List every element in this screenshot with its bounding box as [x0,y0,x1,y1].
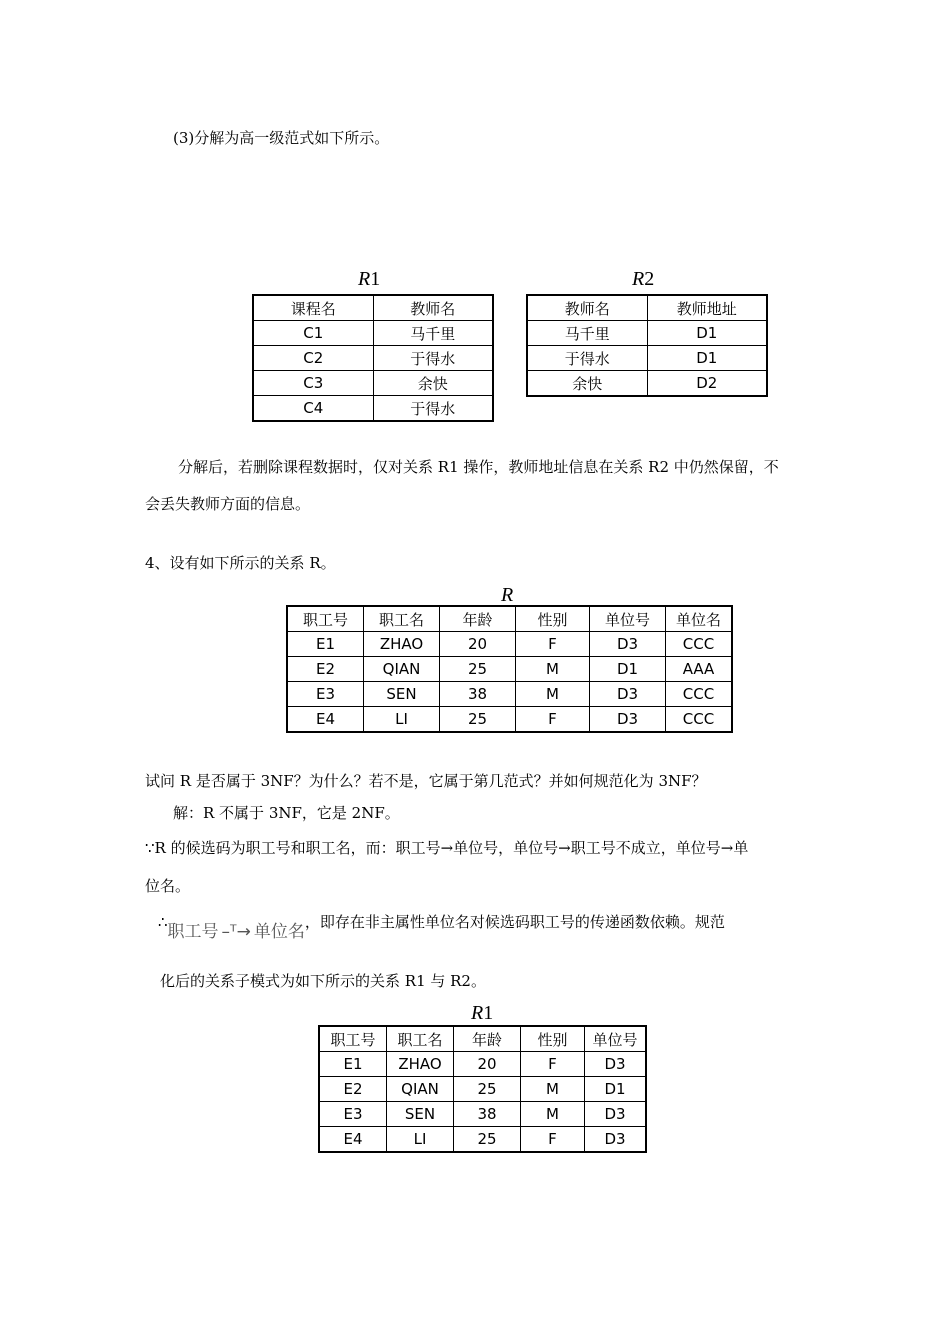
relation-r1-normalized-table [318,1025,647,1153]
table-cell: 25 [440,657,516,682]
column-header: 性别 [516,606,590,632]
table-row [253,346,493,371]
column-header: 教师名 [373,295,493,321]
table-cell: AAA [666,657,733,682]
table-cell: QIAN [387,1077,454,1102]
table-cell: E3 [287,682,364,707]
table-row [287,682,732,707]
table-row [527,321,767,346]
table-cell: D3 [585,1127,647,1153]
table-row [527,346,767,371]
column-header: 年龄 [454,1026,521,1052]
table-cell: D3 [585,1052,647,1077]
column-header: 职工号 [319,1026,387,1052]
table-cell: M [516,657,590,682]
table-cell: E4 [319,1127,387,1153]
table-cell: QIAN [364,657,440,682]
table-r1-caption: R1 [358,268,381,290]
table-cell: C3 [253,371,373,396]
therefore-line [158,910,725,942]
relation-r-table [286,605,733,733]
table-cell: F [521,1052,585,1077]
table-cell: D1 [590,657,666,682]
table-cell: M [521,1077,585,1102]
table-row [253,371,493,396]
table-row [253,396,493,422]
table-row [287,632,732,657]
table-cell: F [521,1127,585,1153]
table-row [319,1102,646,1127]
table-row [319,1127,646,1153]
table-cell: D1 [647,346,767,371]
table-cell: D1 [585,1077,647,1102]
table-cell: E4 [287,707,364,733]
table-cell: 于得水 [527,346,647,371]
paragraph: 会丢失教师方面的信息。 [145,495,311,513]
table-cell: E2 [319,1077,387,1102]
table-cell: M [521,1102,585,1127]
table-cell: E2 [287,657,364,682]
table-row [319,1052,646,1077]
formula-right: 单位名 [253,922,305,942]
table-cell: LI [387,1127,454,1153]
relation-r1-table [252,294,494,422]
paragraph: 分解后，若删除课程数据时，仅对关系 R1 操作，教师地址信息在关系 R2 中仍然保留，不 [178,458,779,476]
table-header-row [319,1026,646,1052]
therefore-text: ，即存在非主属性单位名对候选码职工号的传递函数依赖。规范 [304,913,725,931]
table-cell: D3 [585,1102,647,1127]
column-header: 单位名 [666,606,733,632]
column-header: 单位号 [590,606,666,632]
column-header: 教师地址 [647,295,767,321]
table-header-row [287,606,732,632]
table-cell: M [516,682,590,707]
column-header: 职工号 [287,606,364,632]
answer-text: 解：R 不属于 3NF，它是 2NF。 [173,804,400,822]
table-row [319,1077,646,1102]
table-row [527,371,767,397]
table-cell: 马千里 [527,321,647,346]
table-cell: 20 [454,1052,521,1077]
column-header: 职工名 [387,1026,454,1052]
table-cell: 马千里 [373,321,493,346]
table-cell: D3 [590,682,666,707]
table-cell: E1 [319,1052,387,1077]
table-cell: E3 [319,1102,387,1127]
formula-arrow: –ᵀ→ [221,922,251,942]
table-header-row [253,295,493,321]
paragraph: 位名。 [145,877,191,895]
formula-left: 职工号 [167,922,219,942]
column-header: 年龄 [440,606,516,632]
table-cell: D1 [647,321,767,346]
question-text: 试问 R 是否属于 3NF？为什么？若不是，它属于第几范式？并如何规范化为 3NF？ [145,772,707,790]
table-cell: C1 [253,321,373,346]
table-r-caption: R [501,584,514,606]
table-cell: C2 [253,346,373,371]
table-row [253,321,493,346]
column-header: 职工名 [364,606,440,632]
table-cell: 于得水 [373,346,493,371]
table-cell: 25 [454,1127,521,1153]
section3-intro: (3)分解为高一级范式如下所示。 [173,129,390,147]
section4-title: 4、设有如下所示的关系 R。 [145,554,336,572]
table-cell: LI [364,707,440,733]
therefore-symbol: ∴ [158,913,168,931]
table-cell: ZHAO [387,1052,454,1077]
table-cell: CCC [666,707,733,733]
table-cell: 38 [440,682,516,707]
table-cell: CCC [666,632,733,657]
relation-r2-table [526,294,768,397]
table-cell: 于得水 [373,396,493,422]
table-cell: F [516,632,590,657]
table-cell: E1 [287,632,364,657]
table-row [287,707,732,733]
table-cell: C4 [253,396,373,422]
table-cell: 38 [454,1102,521,1127]
table-cell: ZHAO [364,632,440,657]
table-r2-caption: R2 [632,268,655,290]
table-cell: 20 [440,632,516,657]
table-cell: SEN [364,682,440,707]
column-header: 单位号 [585,1026,647,1052]
table-cell: D3 [590,707,666,733]
table-cell: F [516,707,590,733]
table-header-row [527,295,767,321]
table-cell: 25 [454,1077,521,1102]
column-header: 性别 [521,1026,585,1052]
paragraph: ∵R 的候选码为职工号和职工名，而：职工号→单位号，单位号→职工号不成立，单位号→单 [145,839,749,857]
table-r1-normalized-caption: R1 [471,1002,494,1024]
table-cell: SEN [387,1102,454,1127]
column-header: 教师名 [527,295,647,321]
table-cell: 余快 [527,371,647,397]
table-cell: 25 [440,707,516,733]
table-cell: CCC [666,682,733,707]
table-row [287,657,732,682]
table-cell: D3 [590,632,666,657]
table-cell: D2 [647,371,767,397]
paragraph: 化后的关系子模式为如下所示的关系 R1 与 R2。 [160,972,486,990]
column-header: 课程名 [253,295,373,321]
table-cell: 余快 [373,371,493,396]
